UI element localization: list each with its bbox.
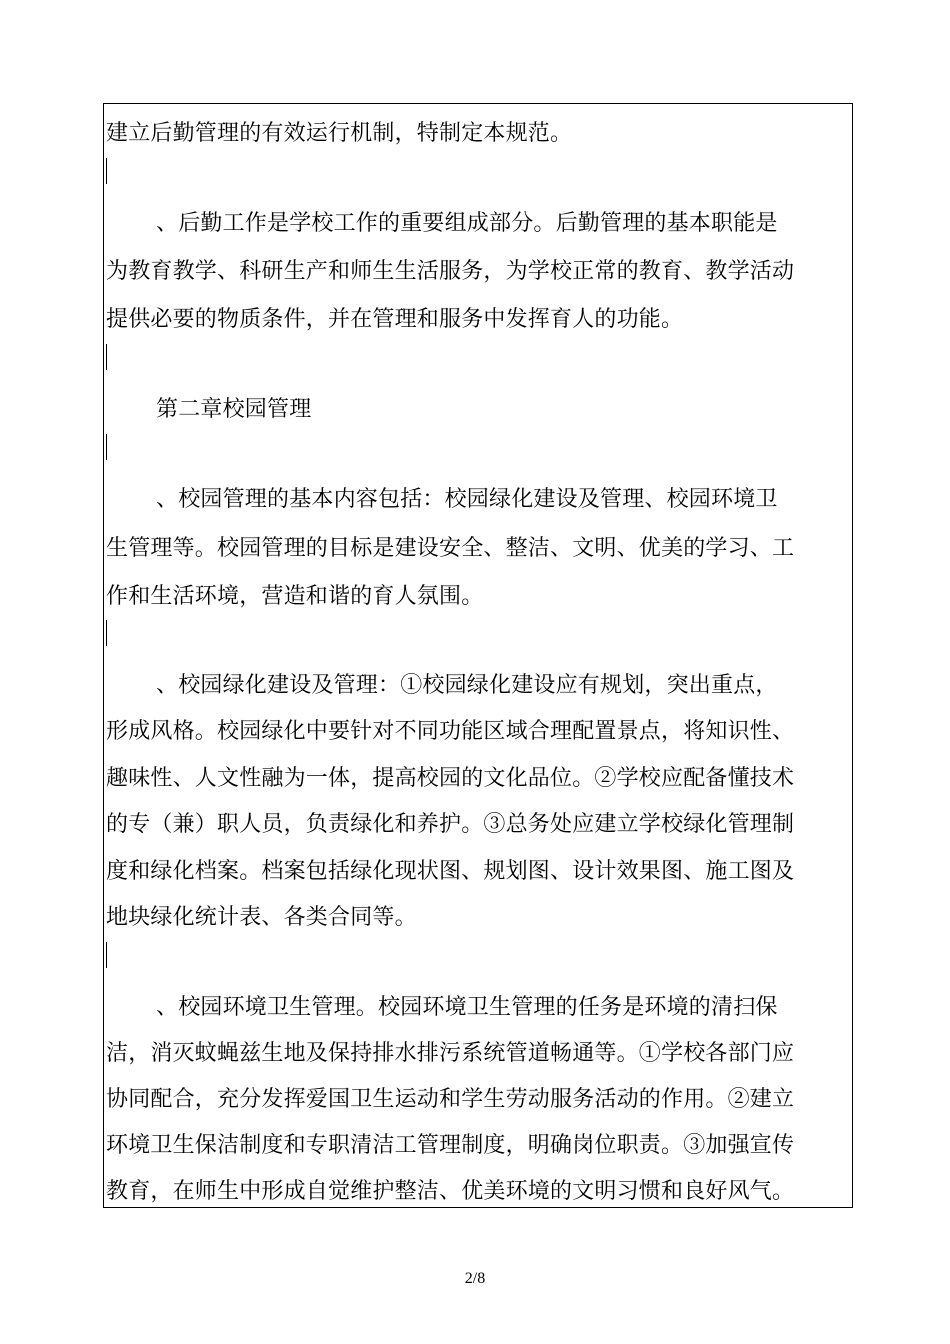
paragraph-line: 的专（兼）职人员，负责绿化和养护。③总务处应建立学校绿化管理制 — [106, 812, 795, 837]
chapter-heading: 第二章校园管理 — [156, 397, 312, 422]
page-number: 2/8 — [464, 1270, 486, 1287]
paragraph-line: 、校园管理的基本内容包括：校园绿化建设及管理、校园环境卫 — [156, 487, 778, 512]
paragraph-line: 趣味性、人文性融为一体，提高校园的文化品位。②学校应配备懂技术 — [106, 766, 795, 791]
paragraph-line: 作和生活环境，营造和谐的育人氛围。 — [106, 584, 484, 609]
paragraph-line: 提供必要的物质条件，并在管理和服务中发挥育人的功能。 — [106, 307, 684, 332]
paragraph-line: 建立后勤管理的有效运行机制，特制定本规范。 — [106, 121, 573, 146]
paragraph-line: 形成风格。校园绿化中要针对不同功能区域合理配置景点，将知识性、 — [106, 719, 795, 744]
paragraph-line: 、校园绿化建设及管理：①校园绿化建设应有规划，突出重点， — [156, 673, 778, 698]
paragraph-line: 协同配合，充分发挥爱国卫生运动和学生劳动服务活动的作用。②建立 — [106, 1087, 795, 1112]
paragraph-line: 环境卫生保洁制度和专职清洁工管理制度，明确岗位职责。③加强宣传 — [106, 1133, 795, 1158]
paragraph-line: 教育，在师生中形成自觉维护整洁、优美环境的文明习惯和良好风气。 — [106, 1179, 795, 1204]
paragraph-line: 地块绿化统计表、各类合同等。 — [106, 905, 417, 930]
cell-border-tick — [106, 942, 107, 968]
paragraph-line: 洁，消灭蚊蝇兹生地及保持排水排污系统管道畅通等。①学校各部门应 — [106, 1041, 795, 1066]
paragraph-line: 生管理等。校园管理的目标是建设安全、整洁、文明、优美的学习、工 — [106, 536, 795, 561]
paragraph-line: 度和绿化档案。档案包括绿化现状图、规划图、设计效果图、施工图及 — [106, 859, 795, 884]
paragraph-line: 、后勤工作是学校工作的重要组成部分。后勤管理的基本职能是 — [156, 211, 778, 236]
cell-border-tick — [106, 620, 107, 646]
paragraph-line: 为教育教学、科研生产和师生生活服务，为学校正常的教育、教学活动 — [106, 259, 795, 284]
cell-border-tick — [106, 434, 107, 460]
paragraph-line: 、校园环境卫生管理。校园环境卫生管理的任务是环境的清扫保 — [156, 995, 778, 1020]
cell-border-tick — [106, 344, 107, 370]
cell-border-tick — [106, 158, 107, 184]
